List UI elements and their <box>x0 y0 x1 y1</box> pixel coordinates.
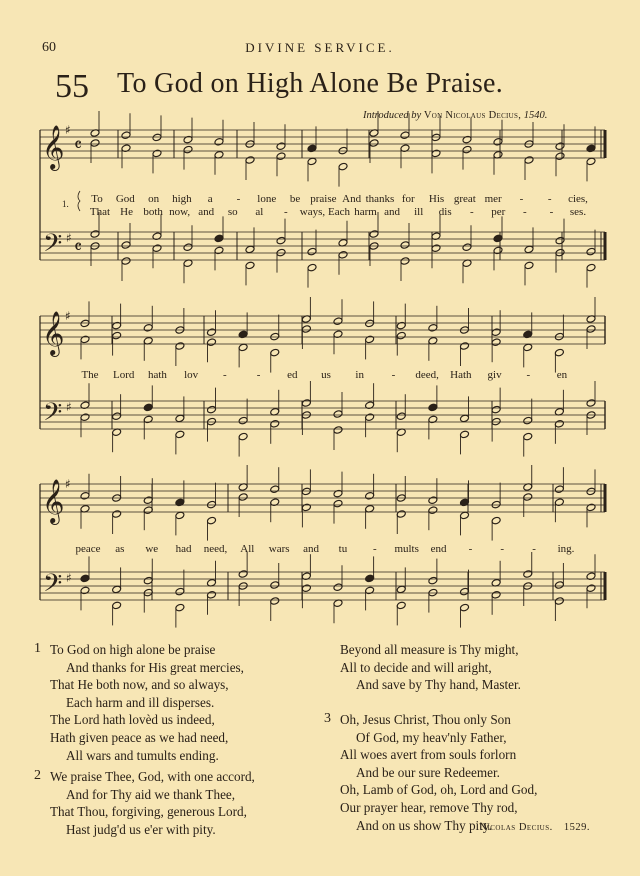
key-signature-sharp: ♯ <box>65 123 71 137</box>
half-note <box>307 247 317 256</box>
lyric-syllable: deed, <box>415 369 439 381</box>
lyric-brace <box>78 191 80 211</box>
lyric-syllable: high <box>172 193 192 205</box>
half-note <box>207 405 217 414</box>
half-note <box>270 485 280 494</box>
lyric-syllable: lov <box>184 369 199 381</box>
attribution-name: Von Nicolaus Decius, <box>423 110 522 121</box>
verse-line: And save by Thy hand, Master. <box>356 677 521 693</box>
half-note <box>491 591 501 600</box>
half-note <box>121 241 131 250</box>
half-note <box>523 570 533 579</box>
half-note <box>112 585 122 594</box>
lyric-syllable: mults <box>394 543 419 555</box>
running-head: DIVINE SERVICE. <box>245 40 395 55</box>
verse-line: That He both now, and so always, <box>50 677 229 693</box>
quarter-note <box>365 574 375 583</box>
verse-line: Of God, my heav'nly Father, <box>356 729 507 745</box>
half-note <box>428 576 438 585</box>
half-note <box>112 510 122 519</box>
half-note <box>90 139 100 148</box>
half-note <box>586 399 596 408</box>
half-note <box>396 331 406 340</box>
half-note <box>143 324 153 333</box>
half-note <box>270 597 280 606</box>
lyric-syllable: lone <box>257 193 277 205</box>
lyric-syllable: - <box>469 206 474 218</box>
author-signature <box>479 822 590 833</box>
lyric-syllable: hath <box>147 369 167 381</box>
half-note <box>400 131 410 140</box>
verse-line: Beyond all measure is Thy might, <box>340 642 519 657</box>
half-note <box>207 516 217 525</box>
page-number: 60 <box>42 40 56 55</box>
half-note <box>333 317 343 326</box>
lyric-syllable: All <box>240 543 255 555</box>
treble-clef: 𝄞 <box>42 311 65 355</box>
verse-marker: 1. <box>62 199 69 209</box>
key-signature-sharp: ♯ <box>66 400 72 414</box>
lyric-syllable: And <box>342 193 362 205</box>
half-note <box>307 157 317 166</box>
half-note <box>491 405 501 414</box>
verse-line: And on us show Thy pity. <box>356 817 492 833</box>
half-note <box>491 328 501 337</box>
half-note <box>365 335 375 344</box>
lyric-syllable: Each <box>328 206 350 218</box>
half-note <box>245 156 255 165</box>
verse-line: All to decide and will aright, <box>340 659 492 675</box>
half-note <box>524 261 534 270</box>
bass-clef: 𝄢 <box>43 569 63 604</box>
verse-line: And for Thy aid we thank Thee, <box>66 786 236 802</box>
half-note <box>460 511 470 520</box>
lyric-syllable: now, <box>169 206 191 218</box>
key-signature-sharp: ♯ <box>65 309 71 323</box>
half-note <box>400 241 410 250</box>
half-note <box>491 516 501 525</box>
lyric-syllable: as <box>115 543 125 555</box>
lyric-syllable: - <box>236 193 241 205</box>
half-note <box>183 243 193 252</box>
lyric-syllable: harm <box>354 206 377 218</box>
key-signature-sharp: ♯ <box>66 571 72 585</box>
half-note <box>396 510 406 519</box>
half-note <box>238 416 248 425</box>
half-note <box>175 511 185 520</box>
half-note <box>207 338 217 347</box>
signature-year: 1529. <box>563 822 590 833</box>
lyric-syllable: thanks <box>365 193 395 205</box>
half-note <box>80 492 90 501</box>
lyric-syllable: praise <box>310 193 337 205</box>
half-note <box>333 426 343 435</box>
verse-line: Oh, Lamb of God, oh, Lord and God, <box>340 782 538 798</box>
half-note <box>428 324 438 333</box>
lyric-syllable: mer <box>484 193 502 205</box>
hymn-title: To God on High Alone Be Praise. <box>117 68 504 99</box>
half-note <box>270 348 280 357</box>
half-note <box>586 247 596 256</box>
verse-2 <box>50 768 255 838</box>
lyric-syllable: That <box>89 206 111 218</box>
half-note <box>431 149 441 158</box>
lyric-syllable: us <box>321 369 331 381</box>
signature-name: Nicolas Decius. <box>479 822 553 833</box>
half-note <box>365 413 375 422</box>
half-note <box>333 410 343 419</box>
lyric-syllable: His <box>428 193 445 205</box>
half-note <box>121 131 131 140</box>
time-signature: 𝄴 <box>74 135 83 156</box>
half-note <box>523 432 533 441</box>
half-note <box>270 581 280 590</box>
half-note <box>400 257 410 266</box>
half-note <box>121 257 131 266</box>
half-note <box>586 325 596 334</box>
half-note <box>523 416 533 425</box>
half-note <box>183 145 193 154</box>
half-note <box>112 331 122 340</box>
lyric-syllable: Hath <box>450 369 472 381</box>
half-note <box>301 503 311 512</box>
half-note <box>460 603 470 612</box>
quarter-note <box>143 403 153 412</box>
half-note <box>90 230 100 239</box>
half-note <box>152 149 162 158</box>
lyric-syllable: He <box>120 206 133 218</box>
lyric-syllable: ways, <box>299 206 326 218</box>
lyric-syllable: The <box>81 369 99 381</box>
lyric-syllable: we <box>145 543 159 555</box>
verse-line: All wars and tumults ending. <box>66 747 219 763</box>
time-signature: 𝄴 <box>74 237 83 258</box>
lyric-syllable: - <box>468 543 473 555</box>
half-note <box>524 245 534 254</box>
half-note <box>524 156 534 165</box>
half-note <box>112 601 122 610</box>
half-note <box>586 503 596 512</box>
half-note <box>276 142 286 151</box>
verse-line: The Lord hath lovèd us indeed, <box>50 712 215 728</box>
lyric-syllable: be <box>289 193 301 205</box>
lyric-syllable: - <box>500 543 505 555</box>
lyric-syllable: Lord <box>113 369 135 381</box>
half-note <box>175 430 185 439</box>
half-note <box>460 414 470 423</box>
lyric-syllable: - <box>256 369 261 381</box>
verse-line: Hast judg'd us e'er with pity. <box>66 821 216 837</box>
verse-line: All woes avert from souls forlorn <box>340 747 517 763</box>
lyric-syllable: wars <box>268 543 290 555</box>
verse-1 <box>50 641 244 764</box>
half-note <box>491 338 501 347</box>
treble-clef: 𝄞 <box>42 479 65 523</box>
half-note <box>396 412 406 421</box>
verse-line: And be our sure Redeemer. <box>356 764 500 780</box>
key-signature-sharp: ♯ <box>65 477 71 491</box>
lyric-syllable: per <box>491 206 506 218</box>
half-note <box>523 343 533 352</box>
lyric-syllable: in <box>355 369 364 381</box>
half-note <box>238 570 248 579</box>
quarter-note <box>214 234 224 243</box>
lyric-syllable: - <box>391 369 396 381</box>
half-note <box>307 263 317 272</box>
bass-clef: 𝄢 <box>43 229 63 264</box>
half-note <box>245 261 255 270</box>
lyric-syllable: need, <box>203 543 228 555</box>
lyric-syllable: - <box>523 206 527 218</box>
half-note <box>80 335 90 344</box>
half-note <box>431 244 441 253</box>
verse-2-continued <box>340 641 521 694</box>
key-signature-sharp: ♯ <box>66 231 72 245</box>
verse-line: Our prayer hear, remove Thy rod, <box>340 799 518 815</box>
lyric-syllable: - <box>532 543 536 555</box>
lyric-syllable: great <box>453 193 476 205</box>
lyric-syllable: and <box>384 206 401 218</box>
half-note <box>369 230 379 239</box>
verse-number-2: 2 <box>34 768 41 783</box>
lyric-syllable: en <box>556 369 568 381</box>
half-note <box>207 328 217 337</box>
half-note <box>555 152 565 161</box>
half-note <box>554 420 564 429</box>
attribution-year: 1540. <box>523 110 548 121</box>
quarter-note <box>493 234 503 243</box>
verse-line: And thanks for His great mercies, <box>66 659 244 675</box>
half-note <box>214 138 224 147</box>
half-note <box>175 603 185 612</box>
lyric-syllable: al <box>255 206 264 218</box>
half-note <box>338 251 348 260</box>
verse-number-1: 1 <box>34 641 41 656</box>
lyric-syllable: God <box>115 193 135 205</box>
half-note <box>175 414 185 423</box>
lyric-syllable: both <box>143 206 163 218</box>
half-note <box>338 162 348 171</box>
lyric-syllable: To <box>91 193 103 205</box>
lyric-syllable: tu <box>338 543 348 555</box>
half-note <box>462 243 472 252</box>
verse-line: We praise Thee, God, with one accord, <box>50 769 255 784</box>
half-note <box>396 601 406 610</box>
lyric-syllable: - <box>549 206 554 218</box>
half-note <box>369 139 379 148</box>
lyric-syllable: - <box>526 369 531 381</box>
half-note <box>301 399 311 408</box>
half-note <box>555 236 565 245</box>
half-note <box>301 325 311 334</box>
half-note <box>238 343 248 352</box>
half-note <box>152 244 162 253</box>
half-note <box>586 263 596 272</box>
verse-line: Each harm and ill disperses. <box>66 694 215 710</box>
half-note <box>301 584 311 593</box>
attribution-prefix: Introduced by <box>363 110 422 121</box>
verse-3 <box>340 711 537 834</box>
lyric-syllable: ed <box>287 369 298 381</box>
lyric-syllable: a <box>207 193 213 205</box>
half-note <box>586 584 596 593</box>
half-note <box>554 348 564 357</box>
half-note <box>333 583 343 592</box>
lyric-syllable: - <box>223 369 227 381</box>
half-note <box>333 499 343 508</box>
half-note <box>554 597 564 606</box>
lyric-syllable: and <box>303 543 320 555</box>
half-note <box>238 432 248 441</box>
lyric-syllable: peace <box>75 543 101 555</box>
lyric-syllable: so <box>227 206 238 218</box>
half-note <box>555 142 565 151</box>
half-note <box>175 587 185 596</box>
lyric-syllable: for <box>401 193 415 205</box>
hymn-number: 55 <box>55 68 89 105</box>
lyric-syllable: end <box>430 543 447 555</box>
lyric-syllable: ing. <box>557 543 575 555</box>
bass-clef: 𝄢 <box>43 398 63 433</box>
lyric-syllable: - <box>547 193 552 205</box>
half-note <box>238 493 248 502</box>
verse-line: That Thou, forgiving, generous Lord, <box>50 804 247 820</box>
half-note <box>462 145 472 154</box>
half-note <box>175 342 185 351</box>
half-note <box>493 138 503 147</box>
lyric-syllable: dis <box>438 206 452 218</box>
verse-line: To God on high alone be praise <box>50 642 216 657</box>
lyric-syllable: and <box>198 206 215 218</box>
verse-number-3: 3 <box>324 711 331 726</box>
half-note <box>554 485 564 494</box>
lyric-syllable: cies, <box>568 193 588 205</box>
half-note <box>428 506 438 515</box>
half-note <box>80 413 90 422</box>
half-note <box>523 493 533 502</box>
treble-clef: 𝄞 <box>42 125 65 169</box>
lyric-syllable: ses. <box>569 206 587 218</box>
half-note <box>270 420 280 429</box>
quarter-note <box>80 574 90 583</box>
lyric-syllable: ill <box>414 206 424 218</box>
lyric-syllable: - <box>284 206 288 218</box>
verse-line: Hath given peace as we had need, <box>50 729 229 745</box>
half-note <box>396 585 406 594</box>
half-note <box>586 157 596 166</box>
half-note <box>276 236 286 245</box>
half-note <box>365 492 375 501</box>
lyric-syllable: - <box>372 543 377 555</box>
half-note <box>207 591 217 600</box>
quarter-note <box>428 403 438 412</box>
lyric-syllable: giv <box>487 369 502 381</box>
verse-line: Oh, Jesus Christ, Thou only Son <box>340 712 511 727</box>
lyric-syllable: on <box>148 193 160 205</box>
half-note <box>276 152 286 161</box>
lyric-syllable: - <box>519 193 524 205</box>
lyric-syllable: had <box>175 543 192 555</box>
half-note <box>460 430 470 439</box>
half-note <box>112 412 122 421</box>
half-note <box>245 245 255 254</box>
half-note <box>428 496 438 505</box>
half-note <box>554 581 564 590</box>
half-note <box>460 342 470 351</box>
